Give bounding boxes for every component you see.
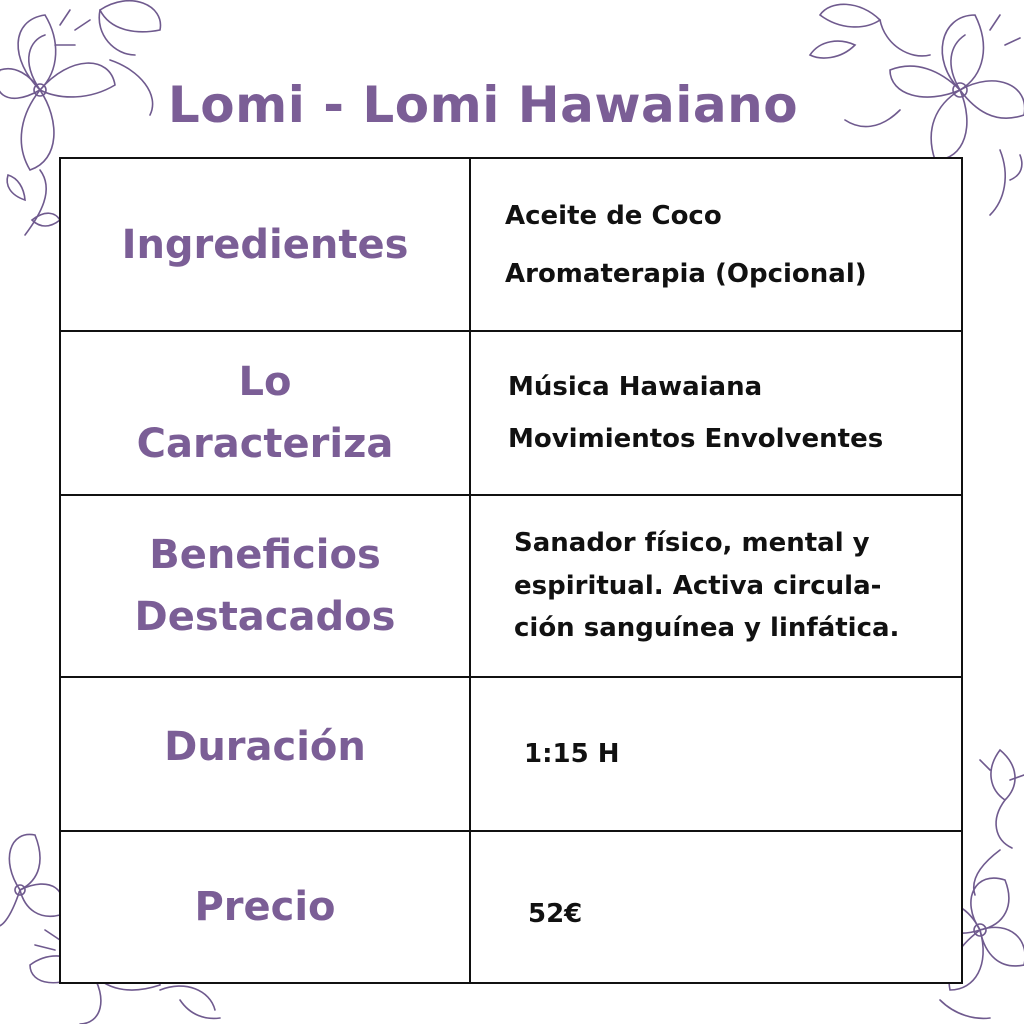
row-label-precio bbox=[60, 831, 470, 983]
row-value-line: Aceite de Coco bbox=[505, 200, 722, 231]
row-value-line: Movimientos Envolventes bbox=[508, 424, 884, 454]
row-label-line: Duración bbox=[164, 724, 366, 770]
row-value-line: Aromaterapia (Opcional) bbox=[505, 258, 867, 289]
row-label-ingredientes bbox=[60, 158, 470, 331]
row-value-line: 52€ bbox=[528, 899, 583, 929]
row-value-lo-caracteriza bbox=[470, 331, 962, 495]
row-label-line: Destacados bbox=[134, 594, 396, 640]
row-label-duracion bbox=[60, 677, 470, 831]
row-label-line: Beneficios bbox=[149, 532, 381, 578]
service-details-table bbox=[59, 157, 963, 984]
row-value-ingredientes bbox=[470, 158, 962, 331]
table-row-ingredientes bbox=[60, 158, 962, 331]
table-row-beneficios-destacados bbox=[60, 495, 962, 677]
row-label-beneficios-destacados bbox=[60, 495, 470, 677]
row-label-line: Precio bbox=[194, 884, 336, 930]
table-row-duracion bbox=[60, 677, 962, 831]
row-value-precio bbox=[470, 831, 962, 983]
row-label-lo-caracteriza bbox=[60, 331, 470, 495]
row-label-line: Lo bbox=[238, 359, 292, 405]
row-value-line: Música Hawaiana bbox=[508, 372, 763, 402]
row-value-line: ción sanguínea y linfática. bbox=[514, 613, 900, 644]
row-value-line: espiritual. Activa circula- bbox=[514, 570, 882, 601]
row-value-line: 1:15 H bbox=[524, 739, 620, 769]
row-label-line: Ingredientes bbox=[121, 221, 409, 268]
page-title: Lomi - Lomi Hawaiano bbox=[167, 76, 799, 134]
row-value-duracion bbox=[470, 677, 962, 831]
row-value-line: Sanador físico, mental y bbox=[514, 527, 870, 558]
table-row-precio bbox=[60, 831, 962, 983]
row-value-beneficios-destacados bbox=[470, 495, 962, 677]
table-row-lo-caracteriza bbox=[60, 331, 962, 495]
row-label-line: Caracteriza bbox=[136, 421, 394, 467]
